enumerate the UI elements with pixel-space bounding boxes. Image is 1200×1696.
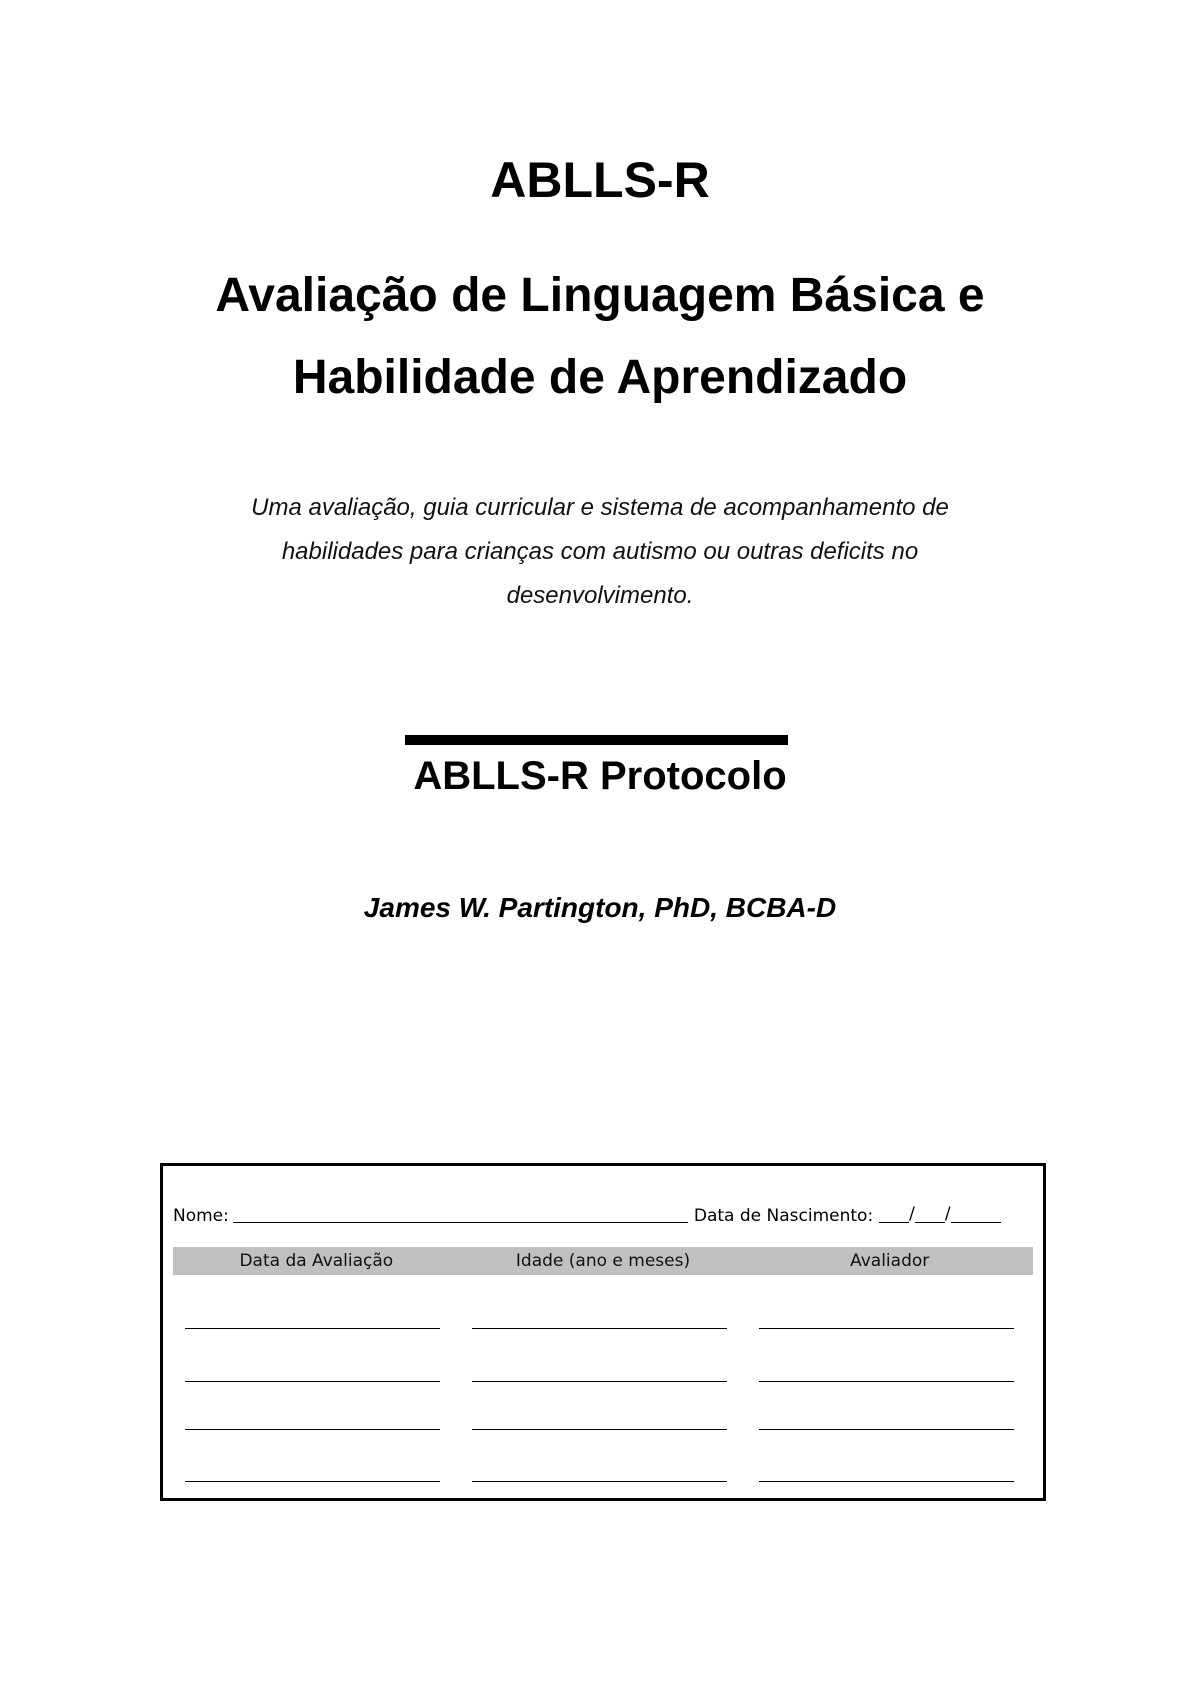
name-field[interactable] [233,1204,688,1223]
dob-year-field[interactable] [951,1204,1001,1223]
assessor-entry-line[interactable] [759,1381,1014,1382]
assessment-date-entry-line[interactable] [185,1429,440,1430]
dob-month-field[interactable] [915,1204,945,1223]
document-subtitle [180,486,1020,618]
age-entry-line[interactable] [472,1481,727,1482]
name-label: Nome: [173,1206,229,1226]
dob-day-field[interactable] [879,1204,909,1223]
divider-rule [405,735,788,745]
assessor-entry-line[interactable] [759,1429,1014,1430]
age-entry-line[interactable] [472,1381,727,1382]
subtitle-line-1: Uma avaliação, guia curricular e sistema de acompanhamento de [251,494,949,521]
dob-label: Data de Nascimento: [693,1206,874,1226]
column-header-age: Idade (ano e meses) [515,1251,691,1271]
form-column-header [173,1247,1033,1275]
assessor-entry-line[interactable] [759,1328,1014,1329]
document-acronym: ABLLS-R [490,152,710,208]
subtitle-line-3: desenvolvimento. [506,582,694,609]
document-title [0,255,1200,419]
subtitle-line-2: habilidades para crianças com autismo ou outras deficits no [281,538,919,565]
age-entry-line[interactable] [472,1429,727,1430]
assessment-date-entry-line[interactable] [185,1328,440,1329]
assessor-entry-line[interactable] [759,1481,1014,1482]
protocol-title: ABLLS-R Protocolo [413,754,787,798]
column-header-assessor: Avaliador [850,1251,930,1271]
author-name: James W. Partington, PhD, BCBA-D [363,892,837,923]
assessment-form [160,1163,1046,1501]
assessment-date-entry-line[interactable] [185,1381,440,1382]
form-identity-row [173,1198,1033,1226]
assessment-date-entry-line[interactable] [185,1481,440,1482]
dob-separator: / [944,1204,951,1224]
dob-separator: / [909,1204,915,1224]
column-header-assessment-date: Data da Avaliação [239,1251,394,1271]
title-line-2: Habilidade de Aprendizado [292,351,908,404]
age-entry-line[interactable] [472,1328,727,1329]
title-line-1: Avaliação de Linguagem Básica e [215,269,985,322]
